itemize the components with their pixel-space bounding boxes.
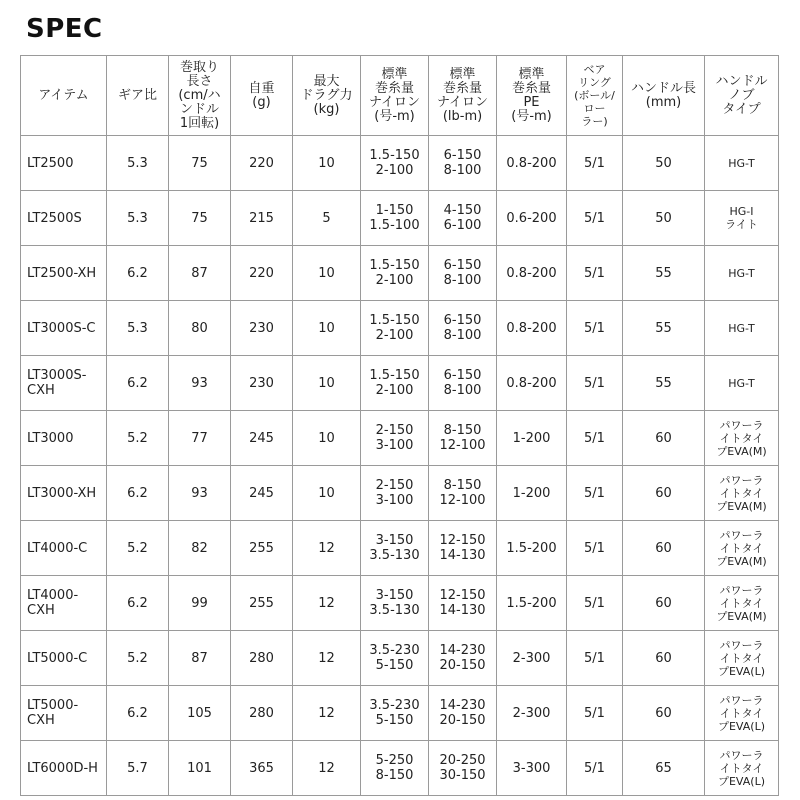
cell-nylon-go: 1.5-150 2-100 xyxy=(361,356,429,411)
cell-knob-type: パワーラ イトタイ プEVA(M) xyxy=(705,411,779,466)
cell-retrieve-length: 101 xyxy=(169,741,231,796)
cell-pe: 1.5-200 xyxy=(497,576,567,631)
table-row xyxy=(21,411,779,466)
cell-weight: 245 xyxy=(231,466,293,521)
cell-handle-length: 55 xyxy=(623,301,705,356)
cell-handle-length: 60 xyxy=(623,466,705,521)
cell-pe: 0.8-200 xyxy=(497,356,567,411)
cell-item: LT3000-XH xyxy=(21,466,107,521)
cell-bearings: 5/1 xyxy=(567,411,623,466)
cell-nylon-lb: 12-150 14-130 xyxy=(429,521,497,576)
header-pe: 標準 巻糸量 PE (号-m) xyxy=(497,56,567,136)
cell-gear-ratio: 5.7 xyxy=(107,741,169,796)
cell-handle-length: 60 xyxy=(623,411,705,466)
cell-bearings: 5/1 xyxy=(567,246,623,301)
cell-nylon-lb: 6-150 8-100 xyxy=(429,246,497,301)
header-item: アイテム xyxy=(21,56,107,136)
cell-pe: 0.8-200 xyxy=(497,246,567,301)
cell-knob-type: パワーラ イトタイ プEVA(M) xyxy=(705,521,779,576)
cell-bearings: 5/1 xyxy=(567,686,623,741)
cell-retrieve-length: 87 xyxy=(169,246,231,301)
cell-bearings: 5/1 xyxy=(567,356,623,411)
cell-gear-ratio: 5.3 xyxy=(107,191,169,246)
cell-knob-type: パワーラ イトタイ プEVA(M) xyxy=(705,466,779,521)
header-nylon-go: 標準 巻糸量 ナイロン (号-m) xyxy=(361,56,429,136)
cell-nylon-lb: 12-150 14-130 xyxy=(429,576,497,631)
table-row xyxy=(21,466,779,521)
cell-weight: 220 xyxy=(231,136,293,191)
cell-nylon-go: 3.5-230 5-150 xyxy=(361,631,429,686)
cell-nylon-lb: 14-230 20-150 xyxy=(429,686,497,741)
cell-handle-length: 60 xyxy=(623,521,705,576)
cell-gear-ratio: 6.2 xyxy=(107,576,169,631)
cell-retrieve-length: 93 xyxy=(169,356,231,411)
cell-handle-length: 60 xyxy=(623,576,705,631)
cell-retrieve-length: 99 xyxy=(169,576,231,631)
cell-nylon-go: 1-150 1.5-100 xyxy=(361,191,429,246)
cell-gear-ratio: 6.2 xyxy=(107,356,169,411)
cell-gear-ratio: 5.3 xyxy=(107,301,169,356)
cell-item: LT3000S- CXH xyxy=(21,356,107,411)
header-handle-length: ハンドル長 (mm) xyxy=(623,56,705,136)
header-retrieve-length: 巻取り 長さ (cm/ハ ンドル 1回転) xyxy=(169,56,231,136)
cell-item: LT2500-XH xyxy=(21,246,107,301)
cell-retrieve-length: 87 xyxy=(169,631,231,686)
cell-knob-type: HG-T xyxy=(705,246,779,301)
cell-retrieve-length: 93 xyxy=(169,466,231,521)
cell-max-drag: 5 xyxy=(293,191,361,246)
cell-bearings: 5/1 xyxy=(567,301,623,356)
cell-gear-ratio: 5.2 xyxy=(107,411,169,466)
cell-handle-length: 50 xyxy=(623,136,705,191)
cell-bearings: 5/1 xyxy=(567,741,623,796)
cell-max-drag: 10 xyxy=(293,411,361,466)
cell-bearings: 5/1 xyxy=(567,191,623,246)
cell-knob-type: パワーラ イトタイ プEVA(M) xyxy=(705,576,779,631)
cell-nylon-lb: 6-150 8-100 xyxy=(429,356,497,411)
cell-pe: 3-300 xyxy=(497,741,567,796)
cell-max-drag: 12 xyxy=(293,741,361,796)
cell-item: LT3000S-C xyxy=(21,301,107,356)
table-row xyxy=(21,356,779,411)
cell-retrieve-length: 77 xyxy=(169,411,231,466)
cell-gear-ratio: 5.3 xyxy=(107,136,169,191)
cell-weight: 230 xyxy=(231,301,293,356)
cell-nylon-go: 1.5-150 2-100 xyxy=(361,136,429,191)
table-row xyxy=(21,631,779,686)
cell-nylon-go: 2-150 3-100 xyxy=(361,411,429,466)
spec-table xyxy=(20,55,779,796)
cell-weight: 280 xyxy=(231,686,293,741)
cell-handle-length: 50 xyxy=(623,191,705,246)
header-weight: 自重 (g) xyxy=(231,56,293,136)
cell-nylon-go: 3-150 3.5-130 xyxy=(361,576,429,631)
cell-max-drag: 10 xyxy=(293,356,361,411)
cell-bearings: 5/1 xyxy=(567,521,623,576)
header-row xyxy=(21,56,779,136)
cell-weight: 220 xyxy=(231,246,293,301)
header-bearings: ベア リング (ボール/ ロー ラー) xyxy=(567,56,623,136)
cell-nylon-lb: 6-150 8-100 xyxy=(429,301,497,356)
cell-max-drag: 12 xyxy=(293,576,361,631)
cell-retrieve-length: 75 xyxy=(169,136,231,191)
cell-max-drag: 10 xyxy=(293,466,361,521)
cell-knob-type: パワーラ イトタイ プEVA(L) xyxy=(705,741,779,796)
table-row xyxy=(21,521,779,576)
table-row xyxy=(21,686,779,741)
table-row xyxy=(21,191,779,246)
cell-item: LT4000- CXH xyxy=(21,576,107,631)
cell-handle-length: 60 xyxy=(623,631,705,686)
cell-weight: 255 xyxy=(231,576,293,631)
header-nylon-lb: 標準 巻糸量 ナイロン (lb-m) xyxy=(429,56,497,136)
cell-nylon-go: 2-150 3-100 xyxy=(361,466,429,521)
cell-nylon-go: 3.5-230 5-150 xyxy=(361,686,429,741)
cell-item: LT3000 xyxy=(21,411,107,466)
cell-knob-type: HG-T xyxy=(705,301,779,356)
cell-weight: 215 xyxy=(231,191,293,246)
cell-knob-type: パワーラ イトタイ プEVA(L) xyxy=(705,686,779,741)
cell-max-drag: 12 xyxy=(293,686,361,741)
cell-item: LT6000D-H xyxy=(21,741,107,796)
cell-pe: 2-300 xyxy=(497,686,567,741)
cell-bearings: 5/1 xyxy=(567,466,623,521)
table-row xyxy=(21,576,779,631)
cell-item: LT5000- CXH xyxy=(21,686,107,741)
cell-gear-ratio: 5.2 xyxy=(107,631,169,686)
cell-nylon-go: 1.5-150 2-100 xyxy=(361,246,429,301)
cell-weight: 255 xyxy=(231,521,293,576)
cell-gear-ratio: 5.2 xyxy=(107,521,169,576)
cell-knob-type: HG-T xyxy=(705,356,779,411)
cell-nylon-lb: 20-250 30-150 xyxy=(429,741,497,796)
cell-gear-ratio: 6.2 xyxy=(107,686,169,741)
cell-max-drag: 10 xyxy=(293,136,361,191)
cell-item: LT2500 xyxy=(21,136,107,191)
cell-pe: 1.5-200 xyxy=(497,521,567,576)
cell-nylon-lb: 8-150 12-100 xyxy=(429,411,497,466)
cell-nylon-go: 5-250 8-150 xyxy=(361,741,429,796)
cell-nylon-lb: 6-150 8-100 xyxy=(429,136,497,191)
cell-handle-length: 55 xyxy=(623,356,705,411)
cell-pe: 0.8-200 xyxy=(497,301,567,356)
cell-knob-type: パワーラ イトタイ プEVA(L) xyxy=(705,631,779,686)
cell-knob-type: HG-I ライト xyxy=(705,191,779,246)
header-max-drag: 最大 ドラグ力 (kg) xyxy=(293,56,361,136)
cell-max-drag: 12 xyxy=(293,631,361,686)
table-row xyxy=(21,136,779,191)
cell-max-drag: 10 xyxy=(293,246,361,301)
cell-handle-length: 65 xyxy=(623,741,705,796)
cell-pe: 0.8-200 xyxy=(497,136,567,191)
header-knob-type: ハンドル ノブ タイプ xyxy=(705,56,779,136)
cell-weight: 245 xyxy=(231,411,293,466)
page-title: SPEC xyxy=(26,14,103,44)
cell-handle-length: 60 xyxy=(623,686,705,741)
cell-knob-type: HG-T xyxy=(705,136,779,191)
cell-pe: 0.6-200 xyxy=(497,191,567,246)
cell-bearings: 5/1 xyxy=(567,631,623,686)
table-row xyxy=(21,246,779,301)
table-row xyxy=(21,301,779,356)
cell-weight: 230 xyxy=(231,356,293,411)
cell-item: LT5000-C xyxy=(21,631,107,686)
cell-pe: 2-300 xyxy=(497,631,567,686)
cell-retrieve-length: 82 xyxy=(169,521,231,576)
cell-retrieve-length: 105 xyxy=(169,686,231,741)
table-row xyxy=(21,741,779,796)
cell-bearings: 5/1 xyxy=(567,136,623,191)
cell-nylon-go: 1.5-150 2-100 xyxy=(361,301,429,356)
cell-retrieve-length: 80 xyxy=(169,301,231,356)
cell-nylon-lb: 14-230 20-150 xyxy=(429,631,497,686)
cell-gear-ratio: 6.2 xyxy=(107,246,169,301)
cell-retrieve-length: 75 xyxy=(169,191,231,246)
cell-max-drag: 10 xyxy=(293,301,361,356)
cell-item: LT4000-C xyxy=(21,521,107,576)
cell-weight: 365 xyxy=(231,741,293,796)
cell-max-drag: 12 xyxy=(293,521,361,576)
cell-pe: 1-200 xyxy=(497,411,567,466)
cell-pe: 1-200 xyxy=(497,466,567,521)
cell-weight: 280 xyxy=(231,631,293,686)
cell-item: LT2500S xyxy=(21,191,107,246)
cell-nylon-lb: 4-150 6-100 xyxy=(429,191,497,246)
cell-gear-ratio: 6.2 xyxy=(107,466,169,521)
header-gear-ratio: ギア比 xyxy=(107,56,169,136)
cell-handle-length: 55 xyxy=(623,246,705,301)
cell-nylon-go: 3-150 3.5-130 xyxy=(361,521,429,576)
cell-bearings: 5/1 xyxy=(567,576,623,631)
cell-nylon-lb: 8-150 12-100 xyxy=(429,466,497,521)
